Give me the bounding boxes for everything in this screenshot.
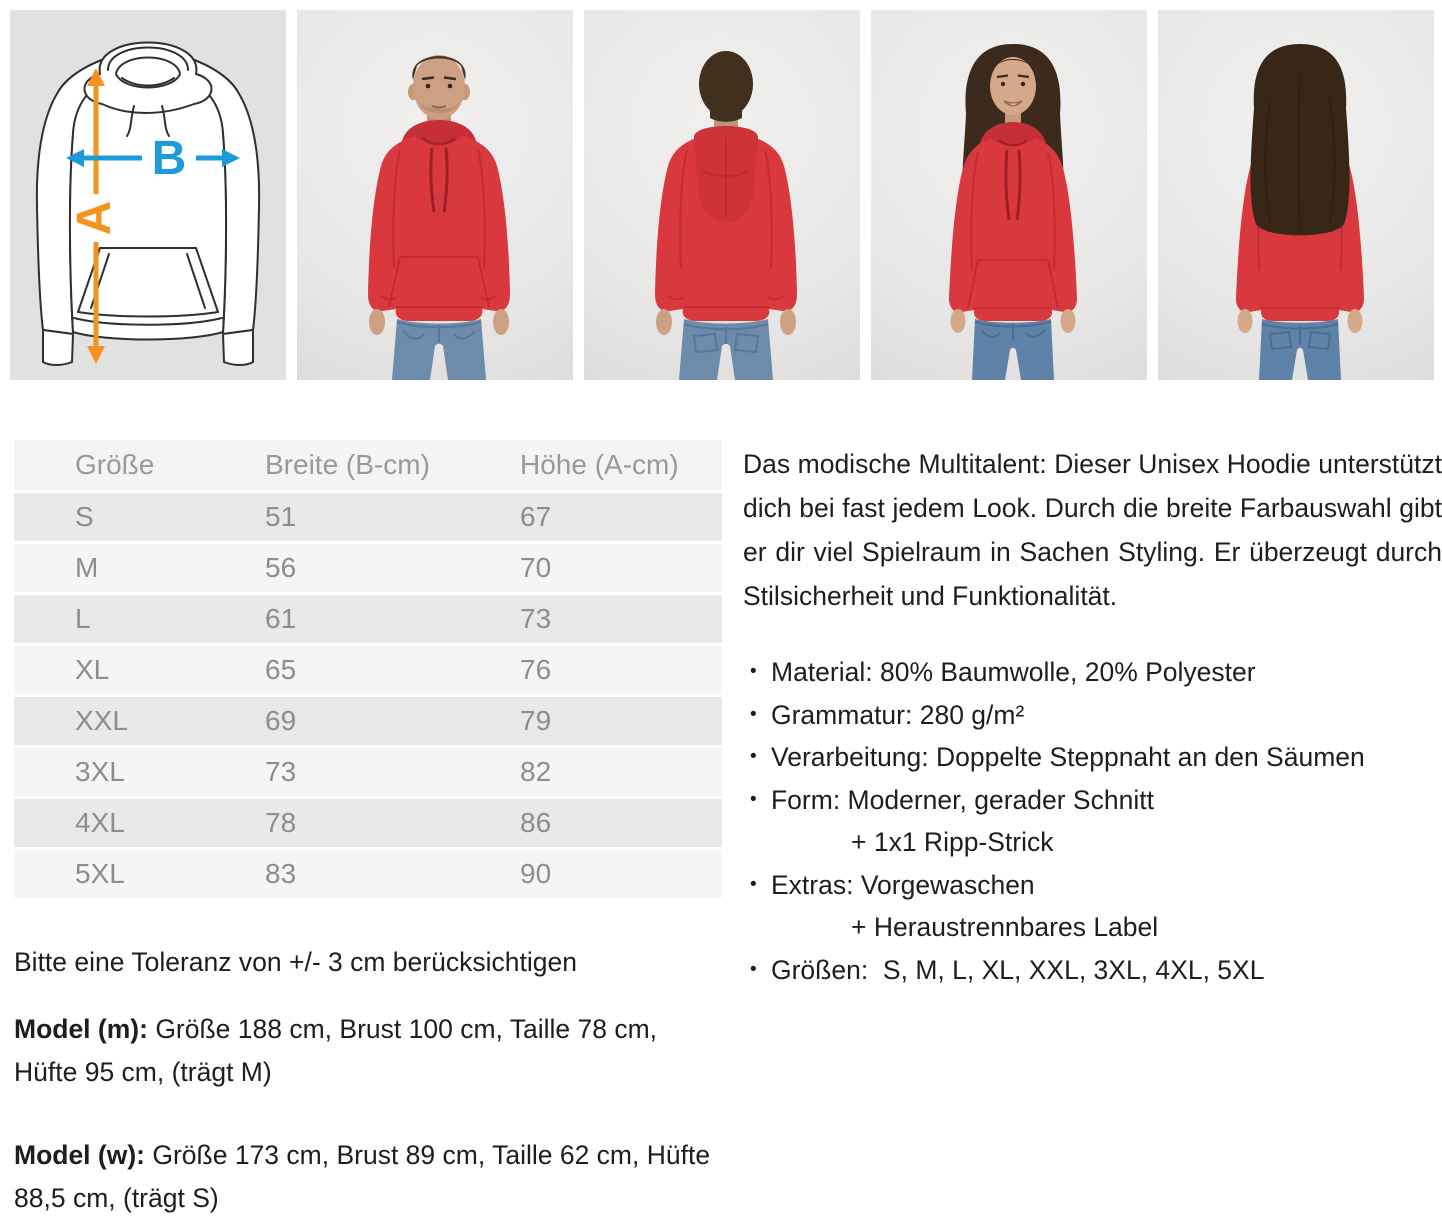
woman-back-illustration (1158, 10, 1434, 380)
feature-text: Form: Moderner, gerader Schnitt (771, 784, 1154, 815)
measure-cell: 61 (265, 595, 520, 643)
size-table-row (14, 493, 722, 541)
measure-cell: 78 (265, 799, 520, 847)
size-cell: M (14, 544, 265, 592)
size-table-row (14, 646, 722, 694)
feature-text: Verarbeitung: Doppelte Steppnaht an den Säumen (771, 742, 1365, 772)
size-table-body (14, 493, 722, 898)
size-table-row (14, 697, 722, 745)
feature-item (750, 949, 1442, 992)
size-cell: 5XL (14, 850, 265, 898)
model-w-label: Model (w): (14, 1140, 145, 1170)
measure-cell: 73 (265, 748, 520, 796)
feature-text: Grammatur: 280 g/m² (771, 699, 1025, 730)
size-cell: 4XL (14, 799, 265, 847)
measure-cell: 56 (265, 544, 520, 592)
product-image-gallery (10, 10, 1434, 380)
size-diagram-image (10, 10, 286, 380)
product-photo-woman-back (1158, 10, 1434, 380)
tolerance-note: Bitte eine Toleranz von +/- 3 cm berücksichtigen (14, 947, 577, 977)
measure-cell: 90 (520, 850, 722, 898)
man-back-illustration (584, 10, 860, 380)
size-table-header-row (14, 440, 722, 490)
size-table-row (14, 850, 722, 898)
feature-list (743, 651, 1442, 991)
size-table (14, 437, 722, 901)
size-table-row (14, 595, 722, 643)
product-photo-man-back (584, 10, 860, 380)
man-hair-back (699, 51, 753, 117)
measure-cell: 65 (265, 646, 520, 694)
size-table-header: Größe (14, 440, 265, 490)
feature-item (750, 736, 1442, 779)
description-intro: Das modische Multitalent: Dieser Unisex Hoodie unterstützt dich bei fast jedem Look. Durch die breite Farbauswahl gibt er dir viel Spielraum in Sachen Styling. Er überzeugt durch Stilsicherheit und Funktionalität. (743, 449, 1442, 611)
feature-text: + 1x1 Ripp-Strick (851, 827, 1054, 857)
hoodie-body (949, 138, 1077, 321)
bullet-dot: • (750, 873, 757, 895)
measure-cell: 76 (520, 646, 722, 694)
model-w-note (14, 1134, 714, 1217)
size-table-row (14, 748, 722, 796)
measure-cell: 70 (520, 544, 722, 592)
size-cell: XL (14, 646, 265, 694)
size-cell: XXL (14, 697, 265, 745)
woman-front-illustration (871, 10, 1147, 380)
feature-item (750, 864, 1442, 907)
label-b: B (151, 132, 187, 185)
model-w-text: Größe 173 cm, Brust 89 cm, Taille 62 cm, Hüfte 88,5 cm, (trägt S) (14, 1140, 711, 1213)
measure-cell: 51 (265, 493, 520, 541)
feature-text: + Heraustrennbares Label (851, 912, 1159, 942)
measure-cell: 82 (520, 748, 722, 796)
measure-cell: 83 (265, 850, 520, 898)
man-front-illustration (297, 10, 573, 380)
feature-item (750, 779, 1442, 822)
hoodie-body (368, 136, 510, 321)
measure-cell: 69 (265, 697, 520, 745)
product-description (743, 442, 1442, 991)
size-cell: L (14, 595, 265, 643)
feature-text: Material: 80% Baumwolle, 20% Polyester (771, 657, 1256, 687)
feature-text: Größen: S, M, L, XL, XXL, 3XL, 4XL, 5XL (771, 954, 1265, 985)
feature-text: Extras: Vorgewaschen (771, 869, 1035, 900)
bullet-dot: • (750, 703, 757, 725)
feature-item (750, 651, 1442, 694)
model-m-text: Größe 188 cm, Brust 100 cm, Taille 78 cm, Hüfte 95 cm, (trägt M) (14, 1014, 658, 1087)
label-a: A (68, 200, 121, 236)
size-cell: 3XL (14, 748, 265, 796)
bullet-dot: • (750, 958, 757, 980)
hoodie-measure-diagram (10, 10, 286, 380)
measure-cell: 79 (520, 697, 722, 745)
feature-subitem (750, 821, 1442, 864)
size-table-header: Breite (B-cm) (265, 440, 520, 490)
product-photo-woman-front (871, 10, 1147, 380)
feature-subitem (750, 906, 1442, 949)
bullet-dot: • (750, 746, 757, 767)
size-table-header: Höhe (A-cm) (520, 440, 722, 490)
model-m-label: Model (m): (14, 1014, 148, 1044)
feature-item (750, 694, 1442, 737)
size-table-row (14, 544, 722, 592)
size-cell: S (14, 493, 265, 541)
bullet-dot: • (750, 788, 757, 810)
bullet-dot: • (750, 661, 757, 682)
model-m-note (14, 1008, 714, 1094)
size-table-row (14, 799, 722, 847)
measure-cell: 86 (520, 799, 722, 847)
product-photo-man-front (297, 10, 573, 380)
measure-cell: 67 (520, 493, 722, 541)
measure-cell: 73 (520, 595, 722, 643)
